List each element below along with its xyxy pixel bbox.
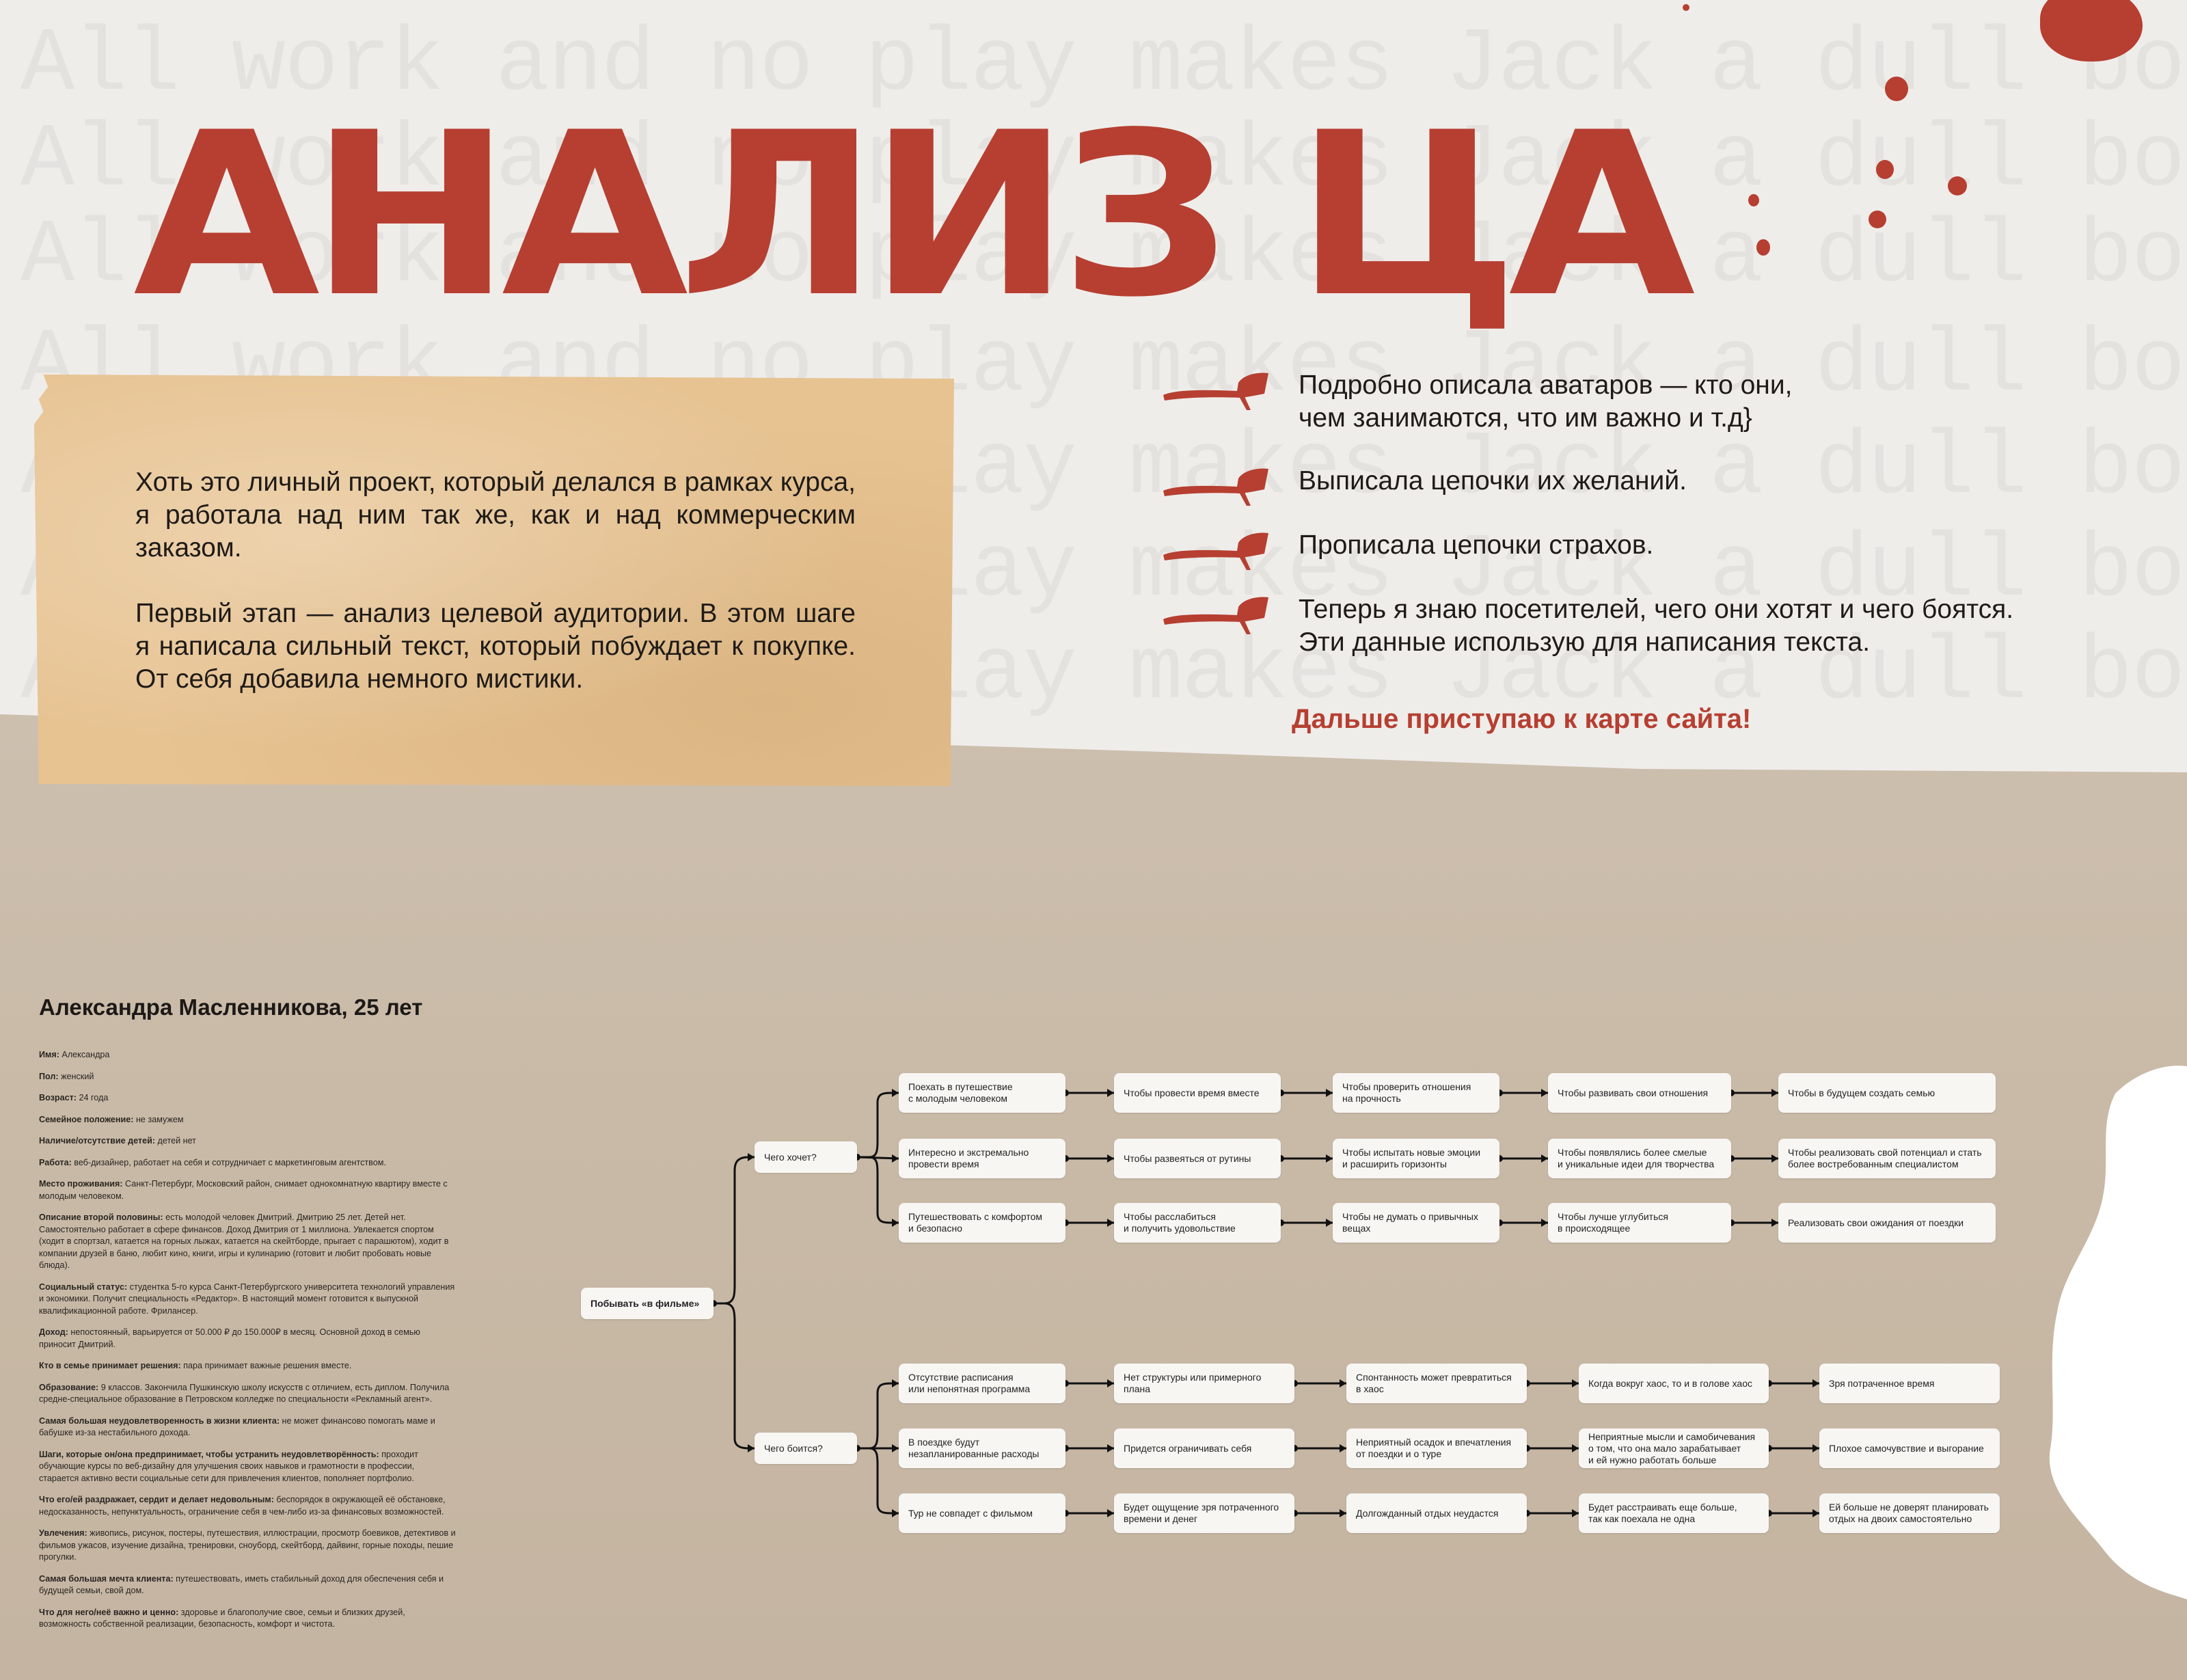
arrow-head — [1326, 1154, 1333, 1163]
mindmap-fears-node: Чего боится? — [755, 1433, 857, 1464]
mindmap-root: Побывать «в фильме» — [581, 1288, 714, 1319]
desire-chain-node: Чтобы не думать о привычных вещах — [1333, 1203, 1499, 1243]
arrow-head — [892, 1154, 899, 1163]
arrow-head — [1771, 1089, 1778, 1097]
persona-field-label: Пол: — [39, 1071, 59, 1081]
persona-field-value: веб-дизайнер, работает на себя и сотрудничает с маркетинговым агентством. — [71, 1157, 386, 1167]
arrow-head — [748, 1153, 755, 1161]
persona-field-value: непостоянный, варьируется от 50.000 ₽ до 150.000₽ в месяц. Основной доход в семью приносит Дмитрий. — [39, 1327, 420, 1349]
persona-field-label: Место проживания: — [39, 1179, 123, 1189]
fear-chain-node: Будет ощущение зря потраченного времени и денег — [1114, 1493, 1294, 1533]
fear-chain-node: Неприятный осадок и впечатления от поездки и о туре — [1346, 1428, 1527, 1468]
connector-line — [857, 1093, 899, 1157]
persona-field-value: не может финансово помогать маме и бабушке из-за нестабильного дохода. — [39, 1415, 435, 1437]
connector-line — [724, 1303, 755, 1448]
arrow-head — [1340, 1509, 1346, 1517]
persona-field-label: Самая большая неудовлетворенность в жизни клиента: — [39, 1415, 280, 1426]
desire-chain-node: Чтобы расслабиться и получить удовольствие — [1114, 1203, 1281, 1243]
arrow-head — [1572, 1444, 1579, 1452]
page-title: АНАЛИЗ ЦА — [133, 84, 1685, 347]
arrow-head — [1340, 1379, 1346, 1387]
persona-field-label: Что для него/неё важно и ценно: — [39, 1607, 179, 1617]
persona-field-value: студентка 5-го курса Санкт-Петербургского университета технологий управления и экономики. Получит специальность «Редактор». В настоящий момент готовится к выпускной квалификационной работе. Фрилансер. — [39, 1282, 455, 1316]
fear-chain-node: Спонтанность может превратиться в хаос — [1346, 1364, 1527, 1403]
arrow-head — [1107, 1219, 1114, 1227]
intro-paragraph: Хоть это личный проект, который делался в рамках курса, я работала над ним так же, как и над коммерческим заказом. — [135, 468, 856, 563]
persona-field-value: Санкт-Петербург, Московский район, снимает однокомнатную квартиру вместе с молодым человеком. — [39, 1179, 448, 1201]
fear-chain-node: Отсутствие расписания или непонятная программа — [899, 1364, 1065, 1403]
persona-field-label: Шаги, которые он/она предпринимает, чтобы устранить неудовлетворённость: — [39, 1449, 379, 1459]
arrow-head — [1541, 1154, 1548, 1163]
persona-field-value: путешествовать, иметь стабильный доход для обеспечения себя и будущей семьи, свой дом. — [39, 1573, 444, 1595]
desire-chain-node: Поехать в путешествие с молодым человеком — [899, 1073, 1065, 1113]
persona-field-value: пара принимает важные решения вместе. — [180, 1361, 352, 1370]
arrow-head — [1107, 1444, 1114, 1452]
persona-field-value: женский — [58, 1071, 94, 1081]
desire-chain-node: Чтобы появлялись более смелые и уникальные идеи для творчества — [1548, 1139, 1731, 1178]
fear-chain-node: Будет расстраивать еще больше, так как поехала не одна — [1579, 1493, 1769, 1533]
arrow-head — [1107, 1509, 1114, 1517]
fear-chain-node: Неприятные мысли и самобичевания о том, что она мало зарабатывает и ей нужно работать больше — [1579, 1428, 1769, 1468]
fear-chain-node: Когда вокруг хаос, то и в голове хаос — [1579, 1364, 1769, 1403]
persona-field-value: живопись, рисунок, постеры, путешествия, иллюстрации, просмотр боевиков, детективов и фильмов ужасов, изучение дизайна, тренировки, сноуборд, скейтборд, дайвинг, горные походы, пешие прогулки. — [39, 1528, 456, 1562]
desire-chain-node: Реализовать свои ожидания от поездки — [1778, 1203, 1996, 1243]
fear-chain-node: Зря потраченное время — [1819, 1364, 2000, 1403]
arrow-head — [1107, 1089, 1114, 1097]
persona-field-label: Наличие/отсутствие детей: — [39, 1136, 156, 1146]
fear-chain-node: Долгожданный отдых неудастся — [1346, 1493, 1527, 1533]
fear-chain-node: Придется ограничивать себя — [1114, 1428, 1294, 1468]
arrow-head — [1771, 1154, 1778, 1163]
persona-field-value: 9 классов. Закончила Пушкинскую школу искусств с отличием, есть диплом. Получила средне-специальное образование в Петровском колледже по специальности «Рекламный агент». — [39, 1382, 450, 1404]
arrow-head — [1572, 1379, 1579, 1387]
next-step-callout: Дальше приступаю к карте сайта! — [1292, 704, 1752, 734]
persona-field-label: Работа: — [39, 1157, 72, 1167]
persona-field-value: Александра — [59, 1050, 110, 1059]
step-text: Выписала цепочки их желаний. — [1299, 466, 1687, 496]
persona-field-label: Самая большая мечта клиента: — [39, 1573, 174, 1584]
persona-field-label: Социальный статус: — [39, 1282, 128, 1292]
arrow-head — [1340, 1444, 1346, 1452]
connector-line — [714, 1157, 755, 1303]
persona-field-value: проходит обучающие курсы по веб-дизайну для улучшения своих навыков и грамотности в профессии, старается активно вести социальные сети для привлечения клиентов, пополняет портфолио. — [39, 1449, 418, 1483]
persona-field-label: Увлечения: — [39, 1528, 87, 1538]
fear-chain-node: Плохое самочувствие и выгорание — [1819, 1428, 2000, 1468]
fear-chain-node: Ей больше не доверят планировать отдых на двоих самостоятельно — [1819, 1493, 2000, 1533]
arrow-head — [1326, 1219, 1333, 1227]
persona-field-label: Описание второй половины: — [39, 1212, 163, 1222]
persona-field-value: не замужем — [133, 1114, 184, 1124]
arrow-head — [1541, 1089, 1548, 1097]
arrow-head — [1812, 1444, 1819, 1452]
desire-chain-node: Чтобы проверить отношения на прочность — [1333, 1073, 1499, 1113]
persona-field-value: беспорядок в окружающей её обстановке, недосказанность, непунктуальность, ограничение себя в чем-либо из-за финансовых возможностей. — [39, 1495, 446, 1517]
arrow-head — [892, 1089, 899, 1097]
desire-chain-node: Путешествовать с комфортом и безопасно — [899, 1203, 1065, 1243]
fear-chain-node: Нет структуры или примерного плана — [1114, 1364, 1294, 1403]
persona-field-label: Имя: — [39, 1050, 59, 1059]
arrow-head — [1541, 1219, 1548, 1227]
arrow-head — [1572, 1509, 1579, 1517]
desire-chain-node: Чтобы испытать новые эмоции и расширить горизонты — [1333, 1139, 1499, 1178]
connector-line — [869, 1448, 899, 1513]
desire-chain-node: Чтобы лучше углубиться в происходящее — [1548, 1203, 1731, 1243]
arrow-head — [1812, 1379, 1819, 1387]
persona-field-value: здоровье и благополучие свое, семьи и близких друзей, возможность собственной реализации, безопасность, комфорт и чистота. — [39, 1607, 405, 1629]
desire-chain-node: Чтобы в будущем создать семью — [1778, 1073, 1996, 1113]
arrow-head — [892, 1219, 899, 1227]
mindmap-wants-node: Чего хочет? — [755, 1141, 857, 1173]
arrow-head — [892, 1444, 899, 1452]
arrow-head — [892, 1509, 899, 1517]
desire-chain-node: Чтобы провести время вместе — [1114, 1073, 1281, 1113]
persona-field-label: Образование: — [39, 1382, 99, 1392]
desire-chain-node: Чтобы реализовать свой потенциал и стать более востребованным специалистом — [1778, 1139, 1996, 1178]
arrow-head — [1326, 1089, 1333, 1097]
persona-field-label: Кто в семье принимает решения: — [39, 1361, 181, 1370]
persona-field-label: Что его/ей раздражает, сердит и делает недовольным: — [39, 1495, 274, 1504]
step-text: Теперь я знаю посетителей, чего они хотят и чего боятся. Эти данные использую для написания текста. — [1299, 595, 2014, 657]
desire-chain-node: Чтобы развивать свои отношения — [1548, 1073, 1731, 1113]
intro-paragraph: Первый этап — анализ целевой аудитории. В этом шаге я написала сильный текст, который побуждает к покупке. От себя добавила немного мистики. — [135, 599, 856, 694]
persona-name: Александра Масленникова, 25 лет — [39, 994, 423, 1020]
persona-field-value: есть молодой человек Дмитрий. Дмитрию 25 лет. Детей нет. Самостоятельно работает в сфере финансов. Доход Дмитрия от 1 миллиона. Увлекается спортом (ходит в спортзал, катается на горных лыжах, катается на скейтборде, прыгает с парашютом), ходит в компании друзей в баню, любит кино, книги, игры и кулинарию (готовит и любит пробовать новые блюда). — [39, 1212, 449, 1270]
arrow-head — [748, 1444, 755, 1452]
persona-field-label: Семейное положение: — [39, 1114, 134, 1124]
arrow-head — [1812, 1509, 1819, 1517]
persona-field-label: Доход: — [39, 1327, 68, 1337]
desire-chain-node: Интересно и экстремально провести время — [899, 1139, 1065, 1178]
step-text: Подробно описала аватаров — кто они, чем занимаются, что им важно и т.д} — [1299, 370, 1793, 433]
fear-chain-node: Тур не совпадет с фильмом — [899, 1493, 1065, 1533]
arrow-head — [1107, 1379, 1114, 1387]
connector-line — [857, 1383, 899, 1448]
connector-line — [869, 1157, 899, 1223]
fear-chain-node: В поездке будут незапланированные расходы — [899, 1428, 1065, 1468]
arrow-head — [1107, 1154, 1114, 1163]
step-text: Прописала цепочки страхов. — [1299, 530, 1654, 560]
persona-field-value: детей нет — [155, 1136, 196, 1146]
persona-field-value: 24 года — [76, 1093, 109, 1102]
arrow-head — [892, 1379, 899, 1387]
desire-chain-node: Чтобы развеяться от рутины — [1114, 1139, 1281, 1178]
arrow-head — [1771, 1219, 1778, 1227]
persona-field-label: Возраст: — [39, 1093, 77, 1102]
